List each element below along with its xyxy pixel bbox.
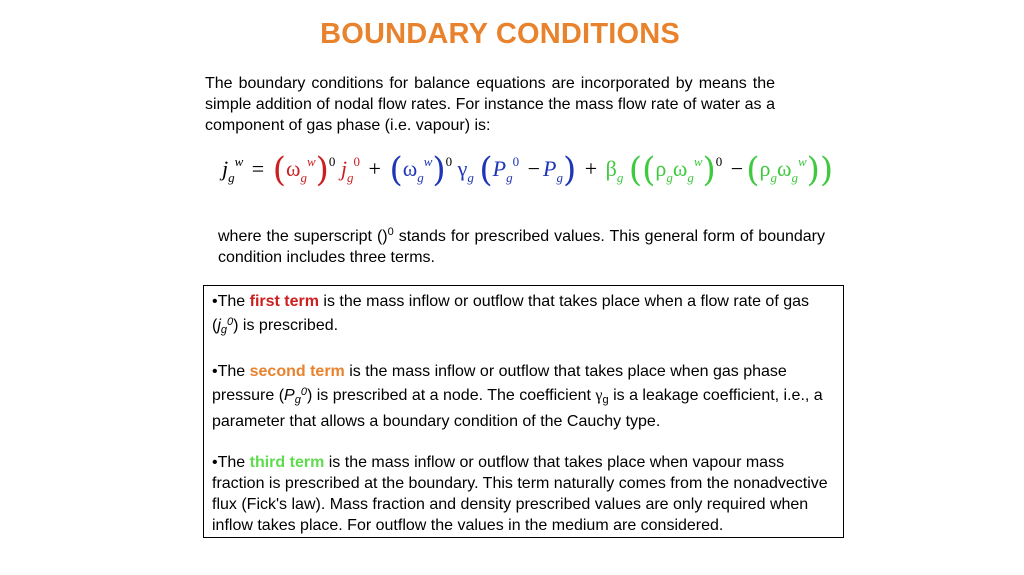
note-paragraph: where the superscript ()$^0$ stands for prescribed values. This general form of boundary condition includes three terms.: [218, 226, 826, 266]
first-term-highlight: first term: [249, 293, 319, 310]
eq-term3: $\beta_g$ $((\rho_g\omega_g^w)^0 -(\rho_g\omega_g^w))$: [605, 150, 834, 190]
third-term-item: •The third term is the mass inflow or outflow that takes place when vapour mass fraction is prescribed at the boundary. This term naturally comes from the nonadvective flux (Fick's law). Mass fraction and density prescribed values are only required when inflow takes place. For outflow the values in the medium are considered.: [212, 454, 828, 534]
boundary-equation: [222, 150, 834, 206]
first-term-item: •The first term is the mass inflow or outflow that takes place when a flow rate of gas $(j_g^0)$ is prescribed.: [212, 293, 810, 336]
eq-term1: $(\omega_g^w)^0$ $j_g^0$: [272, 150, 361, 190]
slide-title: BOUNDARY CONDITIONS: [320, 18, 680, 50]
terms-box: [203, 285, 844, 538]
third-term-highlight: third term: [249, 454, 325, 471]
eq-equals: =: [251, 156, 265, 181]
second-term-highlight: second term: [249, 363, 345, 380]
eq-plus-2: +: [584, 156, 598, 181]
second-term-item: •The second term is the mass inflow or outflow that takes place when gas phase pressure $(P_g^0)$ is prescribed at a node. The coefficient $\gamma_g$ is a leakage coefficient, i.e., a parameter that allows a boundary condition of the Cauchy type.: [212, 363, 823, 430]
intro-paragraph: The boundary conditions for balance equations are incorporated by means the simple addition of nodal flow rates. For instance the mass flow rate of water as a component of gas phase (i.e. vapour) is:: [205, 75, 775, 134]
eq-lhs: $j_g^w$: [222, 154, 244, 185]
eq-plus-1: +: [368, 156, 381, 181]
eq-term2: $(\omega_g^w)^0$ $\gamma_g$ $(P_g^0 - P_g)$: [389, 150, 577, 190]
